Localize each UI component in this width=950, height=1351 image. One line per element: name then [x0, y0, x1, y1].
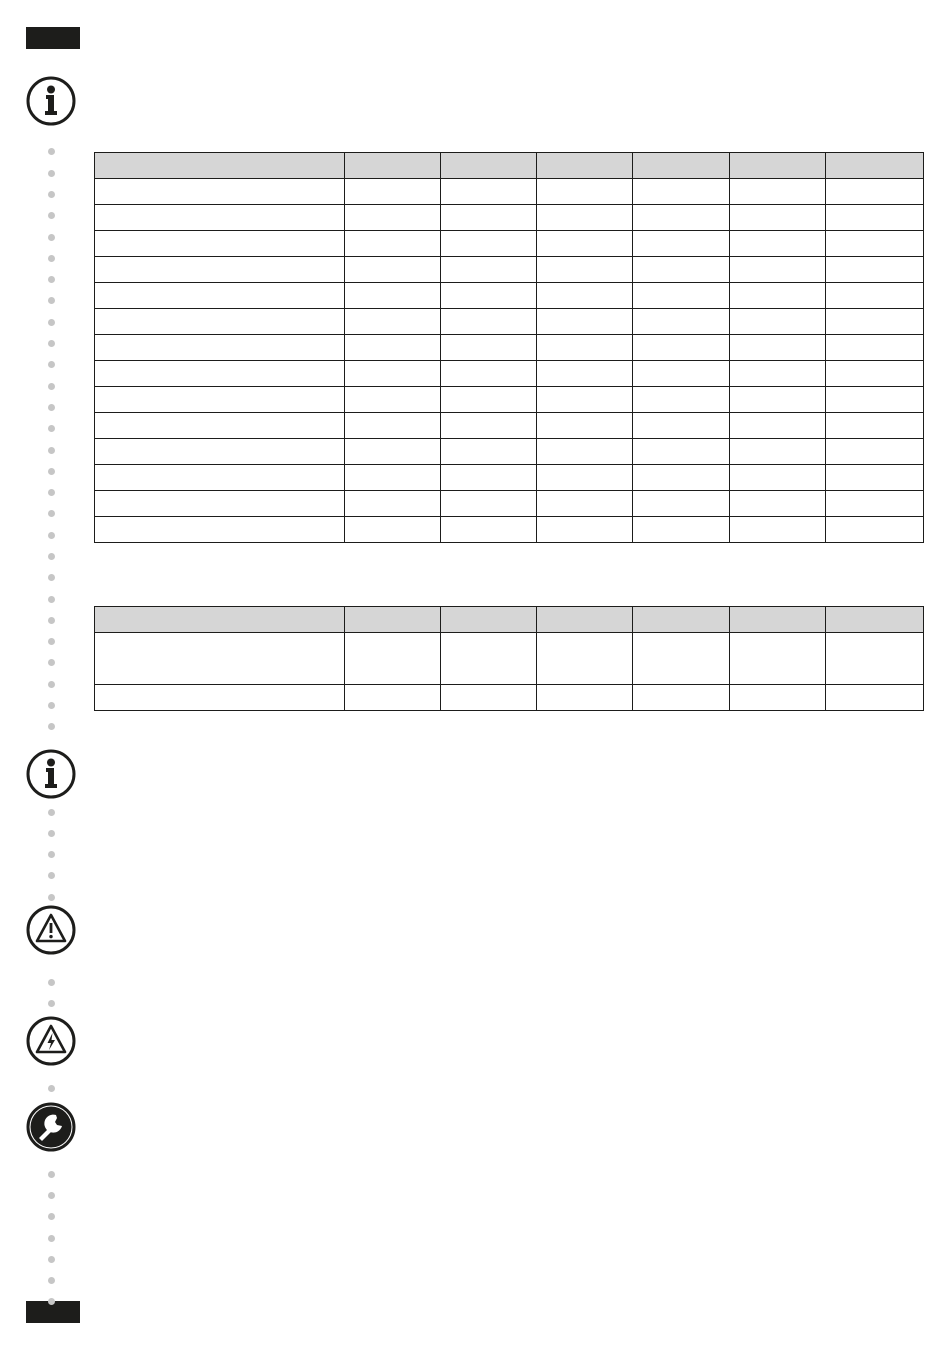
table-cell [826, 439, 924, 465]
table-cell [441, 517, 537, 543]
table-cell [441, 231, 537, 257]
table-cell [441, 335, 537, 361]
table-cell [826, 413, 924, 439]
table-cell [730, 633, 826, 685]
table-header-cell [537, 153, 633, 179]
table-cell [633, 633, 730, 685]
table-cell [633, 517, 730, 543]
table-cell [95, 517, 345, 543]
margin-dot [48, 297, 55, 304]
margin-dot [48, 212, 55, 219]
table-cell [537, 685, 633, 711]
table-cell [95, 387, 345, 413]
table-header-cell [633, 153, 730, 179]
table-cell [633, 231, 730, 257]
table-cell [537, 361, 633, 387]
margin-dot [48, 617, 55, 624]
table-cell [441, 309, 537, 335]
margin-dot [48, 596, 55, 603]
wrench-icon [25, 1101, 77, 1153]
table-header-cell [537, 607, 633, 633]
margin-dot [48, 510, 55, 517]
margin-dot [48, 1298, 55, 1305]
margin-dot [48, 383, 55, 390]
table-cell [826, 517, 924, 543]
table-cell [441, 257, 537, 283]
table-cell [826, 491, 924, 517]
margin-dot [48, 532, 55, 539]
table-header-cell [826, 153, 924, 179]
table-cell [95, 491, 345, 517]
table-cell [345, 685, 441, 711]
info-icon [25, 75, 77, 127]
margin-dot [48, 1000, 55, 1007]
margin-dot [48, 340, 55, 347]
table-cell [441, 283, 537, 309]
table-row [95, 231, 924, 257]
margin-dot [48, 404, 55, 411]
margin-dot [48, 851, 55, 858]
table-cell [95, 257, 345, 283]
table-cell [345, 335, 441, 361]
table-cell [345, 205, 441, 231]
table-row [95, 633, 924, 685]
table-cell [95, 231, 345, 257]
table-cell [537, 413, 633, 439]
margin-dot [48, 234, 55, 241]
table-cell [826, 685, 924, 711]
table-cell [633, 387, 730, 413]
table-cell [633, 283, 730, 309]
table-cell [345, 465, 441, 491]
table-cell [345, 231, 441, 257]
table-cell [826, 283, 924, 309]
margin-dot [48, 574, 55, 581]
table-cell [95, 361, 345, 387]
table-row [95, 309, 924, 335]
table-cell [441, 685, 537, 711]
table-cell [95, 413, 345, 439]
table-cell [441, 633, 537, 685]
table-cell [537, 465, 633, 491]
table-row [95, 685, 924, 711]
table-row [95, 387, 924, 413]
table-cell [633, 309, 730, 335]
table-cell [826, 633, 924, 685]
margin-dot [48, 553, 55, 560]
table-cell [441, 491, 537, 517]
table-cell [826, 361, 924, 387]
table-cell [537, 283, 633, 309]
table-cell [345, 491, 441, 517]
table-cell [730, 309, 826, 335]
table-cell [730, 491, 826, 517]
table-cell [537, 387, 633, 413]
table-cell [345, 413, 441, 439]
margin-dot [48, 1256, 55, 1263]
table-cell [441, 439, 537, 465]
table-cell [730, 335, 826, 361]
table-cell [730, 179, 826, 205]
table-row [95, 413, 924, 439]
table-cell [537, 491, 633, 517]
table-cell [826, 309, 924, 335]
table-header-cell [95, 607, 345, 633]
margin-dot [48, 1171, 55, 1178]
table-cell [633, 335, 730, 361]
table-header-cell [633, 607, 730, 633]
table-cell [537, 309, 633, 335]
electric-hazard-icon [25, 1015, 77, 1067]
table-cell [826, 257, 924, 283]
table-cell [345, 517, 441, 543]
table-cell [345, 309, 441, 335]
table-cell [441, 205, 537, 231]
table-cell [345, 257, 441, 283]
table-cell [633, 491, 730, 517]
table-row [95, 491, 924, 517]
table-row [95, 283, 924, 309]
table-cell [95, 335, 345, 361]
margin-dot [48, 681, 55, 688]
table-row [95, 335, 924, 361]
margin-dot [48, 425, 55, 432]
table-cell [345, 283, 441, 309]
table-cell [633, 179, 730, 205]
table-row [95, 361, 924, 387]
margin-dot [48, 979, 55, 986]
margin-dot [48, 1192, 55, 1199]
table-header-cell [441, 153, 537, 179]
table-cell [537, 231, 633, 257]
table-row [95, 465, 924, 491]
table-row [95, 179, 924, 205]
table-cell [826, 179, 924, 205]
margin-dot [48, 1085, 55, 1092]
margin-dot [48, 361, 55, 368]
table-cell [633, 413, 730, 439]
table-cell [537, 205, 633, 231]
table-cell [345, 361, 441, 387]
table-cell [633, 465, 730, 491]
table-header-row [95, 153, 924, 179]
margin-dot [48, 447, 55, 454]
table-cell [826, 335, 924, 361]
table-cell [345, 439, 441, 465]
margin-dot [48, 872, 55, 879]
margin-dot [48, 319, 55, 326]
table-cell [633, 439, 730, 465]
table-row [95, 517, 924, 543]
table-cell [345, 633, 441, 685]
table-cell [441, 465, 537, 491]
table-cell [633, 685, 730, 711]
table-cell [95, 283, 345, 309]
table-header-cell [345, 153, 441, 179]
table-row [95, 257, 924, 283]
table-cell [537, 633, 633, 685]
table-header-cell [95, 153, 345, 179]
margin-dot [48, 276, 55, 283]
table-cell [441, 387, 537, 413]
table-cell [730, 283, 826, 309]
table-cell [826, 231, 924, 257]
margin-dot [48, 659, 55, 666]
margin-dot [48, 170, 55, 177]
info-icon [25, 748, 77, 800]
table-cell [441, 361, 537, 387]
table-cell [633, 361, 730, 387]
table-cell [537, 179, 633, 205]
table-header-cell [730, 607, 826, 633]
warning-icon [25, 904, 77, 956]
table-header-cell [441, 607, 537, 633]
table-cell [826, 387, 924, 413]
table-header-cell [826, 607, 924, 633]
margin-dot [48, 830, 55, 837]
table-cell [730, 387, 826, 413]
margin-dot [48, 1277, 55, 1284]
margin-dot [48, 702, 55, 709]
table-cell [826, 205, 924, 231]
table-cell [730, 465, 826, 491]
table-row [95, 439, 924, 465]
table-cell [95, 439, 345, 465]
table-cell [730, 685, 826, 711]
table-cell [537, 439, 633, 465]
margin-dot [48, 1213, 55, 1220]
table-cell [826, 465, 924, 491]
table-cell [95, 465, 345, 491]
margin-dot [48, 1235, 55, 1242]
margin-dot [48, 148, 55, 155]
table-header-cell [730, 153, 826, 179]
table-header-cell [345, 607, 441, 633]
table-cell [730, 257, 826, 283]
table-cell [441, 179, 537, 205]
table-cell [633, 257, 730, 283]
table-cell [95, 309, 345, 335]
table-cell [730, 413, 826, 439]
table-cell [537, 257, 633, 283]
margin-dot [48, 468, 55, 475]
table-cell [441, 413, 537, 439]
margin-dot [48, 191, 55, 198]
table-cell [537, 335, 633, 361]
margin-dot [48, 809, 55, 816]
spec-table-1 [94, 152, 924, 543]
table-cell [95, 685, 345, 711]
table-header-row [95, 607, 924, 633]
table-cell [730, 517, 826, 543]
table-cell [730, 231, 826, 257]
spec-table-2 [94, 606, 924, 711]
table-cell [95, 633, 345, 685]
margin-dot [48, 489, 55, 496]
table-cell [730, 439, 826, 465]
table-cell [95, 179, 345, 205]
table-cell [345, 179, 441, 205]
table-cell [345, 387, 441, 413]
margin-dot [48, 255, 55, 262]
table-cell [95, 205, 345, 231]
table-cell [537, 517, 633, 543]
table-row [95, 205, 924, 231]
margin-dot [48, 894, 55, 901]
table-cell [730, 361, 826, 387]
margin-dot [48, 723, 55, 730]
table-cell [730, 205, 826, 231]
margin-dot [48, 638, 55, 645]
table-cell [633, 205, 730, 231]
